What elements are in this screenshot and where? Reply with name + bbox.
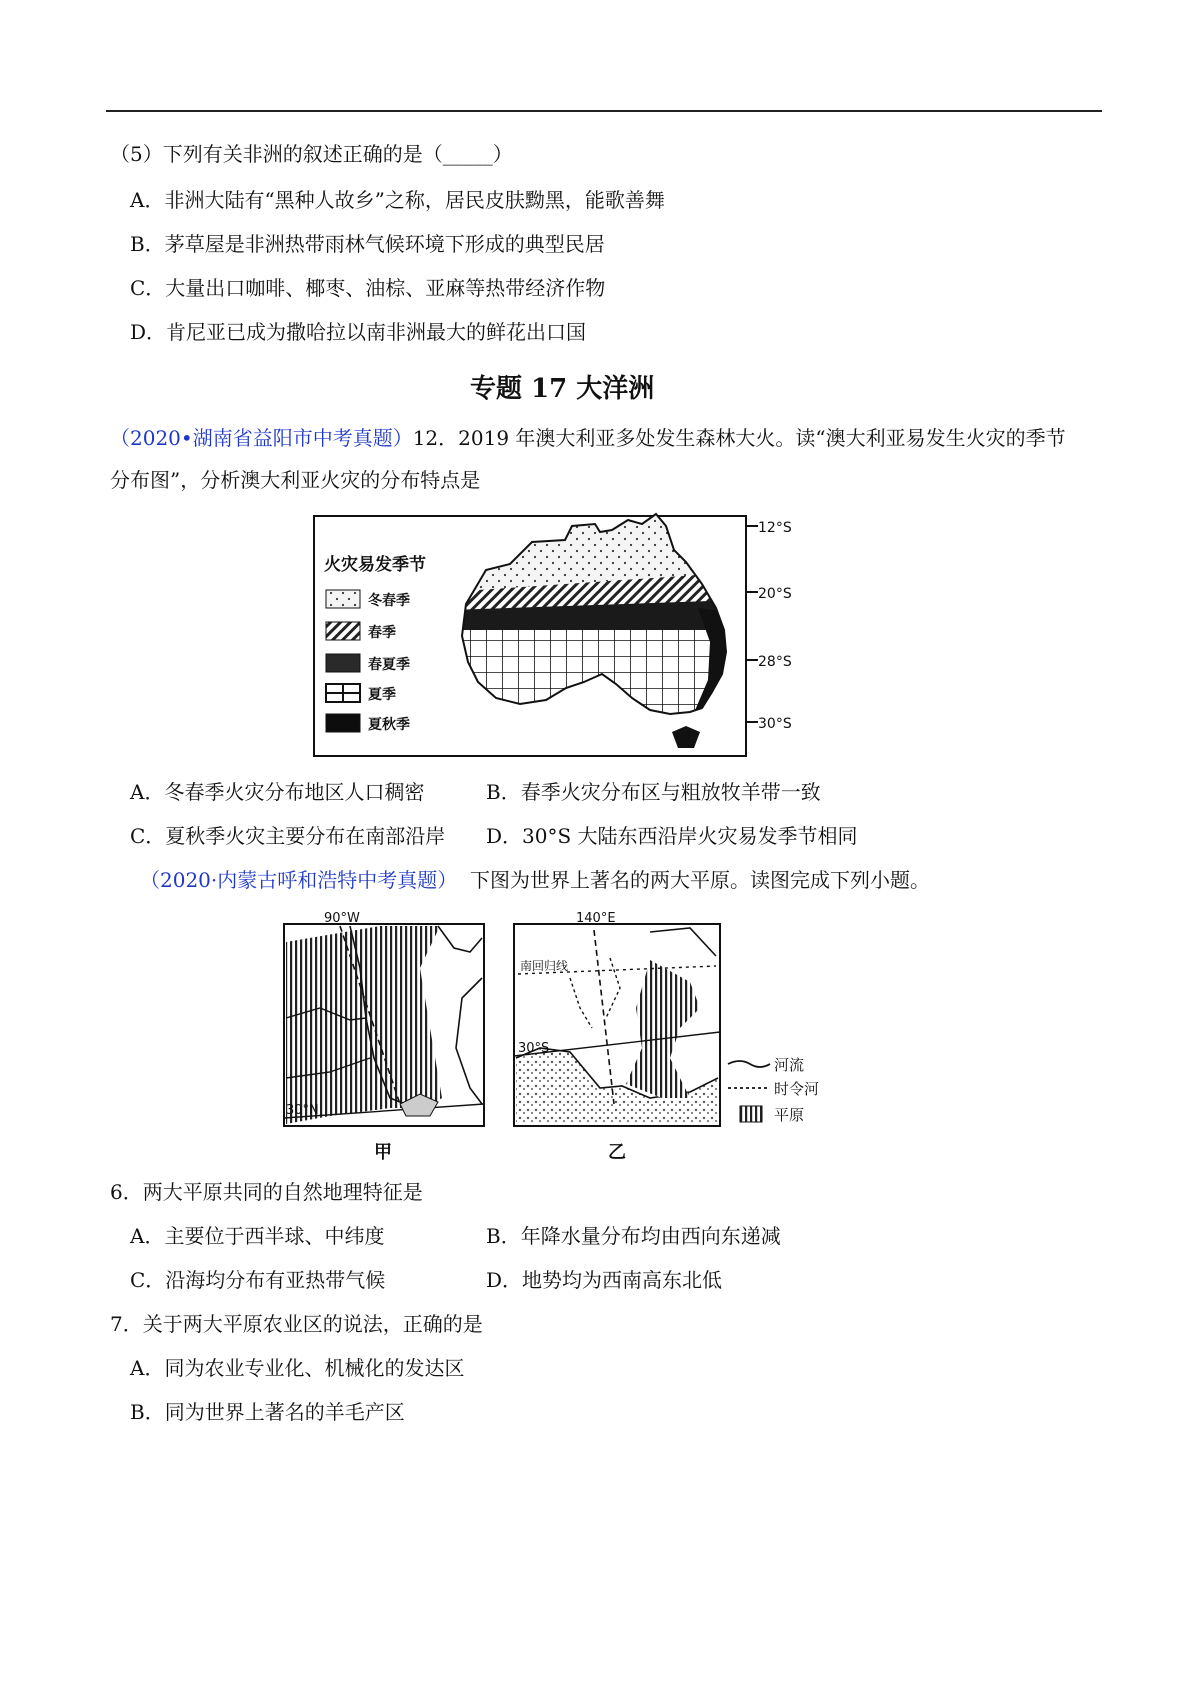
- q7-option-a: A．同为农业专业化、机械化的发达区: [130, 1356, 465, 1380]
- legend-winter-spring: 冬春季: [368, 593, 410, 609]
- q7-option-b: B．同为世界上著名的羊毛产区: [130, 1400, 405, 1424]
- legend-spring: 春季: [368, 625, 396, 641]
- q12-option-d: D．30°S 大陆东西沿岸火灾易发季节相同: [486, 824, 858, 848]
- q12-option-b: B．春季火灾分布区与粗放牧羊带一致: [486, 780, 821, 804]
- yi-tropic-label: 南回归线: [520, 959, 569, 973]
- yi-caption: 乙: [608, 1142, 626, 1163]
- jia-lon: 90°W: [324, 911, 360, 926]
- legend-title: 火灾易发季节: [324, 555, 426, 575]
- q12-option-c: C．夏秋季火灾主要分布在南部沿岸: [130, 824, 446, 848]
- legend-plain: 平原: [774, 1106, 805, 1124]
- legend-summer-autumn: 夏秋季: [368, 717, 410, 733]
- q5-stem: （5）下列有关非洲的叙述正确的是（_____）: [110, 142, 513, 166]
- legend-spring-summer: 春夏季: [368, 657, 410, 673]
- q12-stem-line1: 12．2019 年澳大利亚多处发生森林大火。读“澳大利亚易发生火灾的季节: [412, 426, 1066, 450]
- lat-20s: 20°S: [758, 586, 792, 602]
- header-rule: [106, 110, 1102, 112]
- q6-option-c: C．沿海均分布有亚热带气候: [130, 1268, 386, 1292]
- q12-stem-line2: 分布图”，分析澳大利亚火灾的分布特点是: [110, 468, 481, 492]
- q5-option-d: D．肯尼亚已成为撒哈拉以南非洲最大的鲜花出口国: [130, 320, 587, 344]
- lat-30s: 30°S: [758, 716, 792, 732]
- q5-option-b: B．茅草屋是非洲热带雨林气候环境下形成的典型民居: [130, 232, 605, 256]
- q6-option-a: A．主要位于西半球、中纬度: [130, 1224, 385, 1248]
- lat-28s: 28°S: [758, 654, 792, 670]
- legend-summer: 夏季: [368, 687, 396, 703]
- q5-option-a: A．非洲大陆有“黑种人故乡”之称，居民皮肤黝黑，能歌善舞: [130, 188, 665, 212]
- lat-12s: 12°S: [758, 520, 792, 536]
- legend-river: 河流: [774, 1056, 805, 1074]
- australia-fire-map: [310, 512, 810, 760]
- group2-source: （2020·内蒙古呼和浩特中考真题）: [140, 868, 458, 892]
- map-yi: [514, 911, 720, 1163]
- yi-lat: 30°S: [518, 1041, 550, 1056]
- yi-lon: 140°E: [576, 911, 616, 926]
- q6-stem: 6．两大平原共同的自然地理特征是: [110, 1180, 423, 1204]
- map-jia: [284, 911, 484, 1163]
- group2-intro: 下图为世界上著名的两大平原。读图完成下列小题。: [469, 868, 930, 892]
- q7-stem: 7．关于两大平原农业区的说法，正确的是: [110, 1312, 483, 1336]
- q6-option-b: B．年降水量分布均由西向东递减: [486, 1224, 781, 1248]
- q5-option-c: C．大量出口咖啡、椰枣、油棕、亚麻等热带经济作物: [130, 276, 606, 300]
- section-title: 专题 17 大洋洲: [470, 374, 655, 404]
- q12-source: （2020•湖南省益阳市中考真题）: [110, 426, 413, 450]
- legend-seasonal-river: 时令河: [774, 1080, 820, 1098]
- jia-lat: 30°N: [286, 1103, 319, 1118]
- plains-maps: [270, 908, 850, 1166]
- q6-option-d: D．地势均为西南高东北低: [486, 1268, 723, 1292]
- jia-caption: 甲: [374, 1142, 392, 1163]
- q12-option-a: A．冬春季火灾分布地区人口稠密: [130, 780, 425, 804]
